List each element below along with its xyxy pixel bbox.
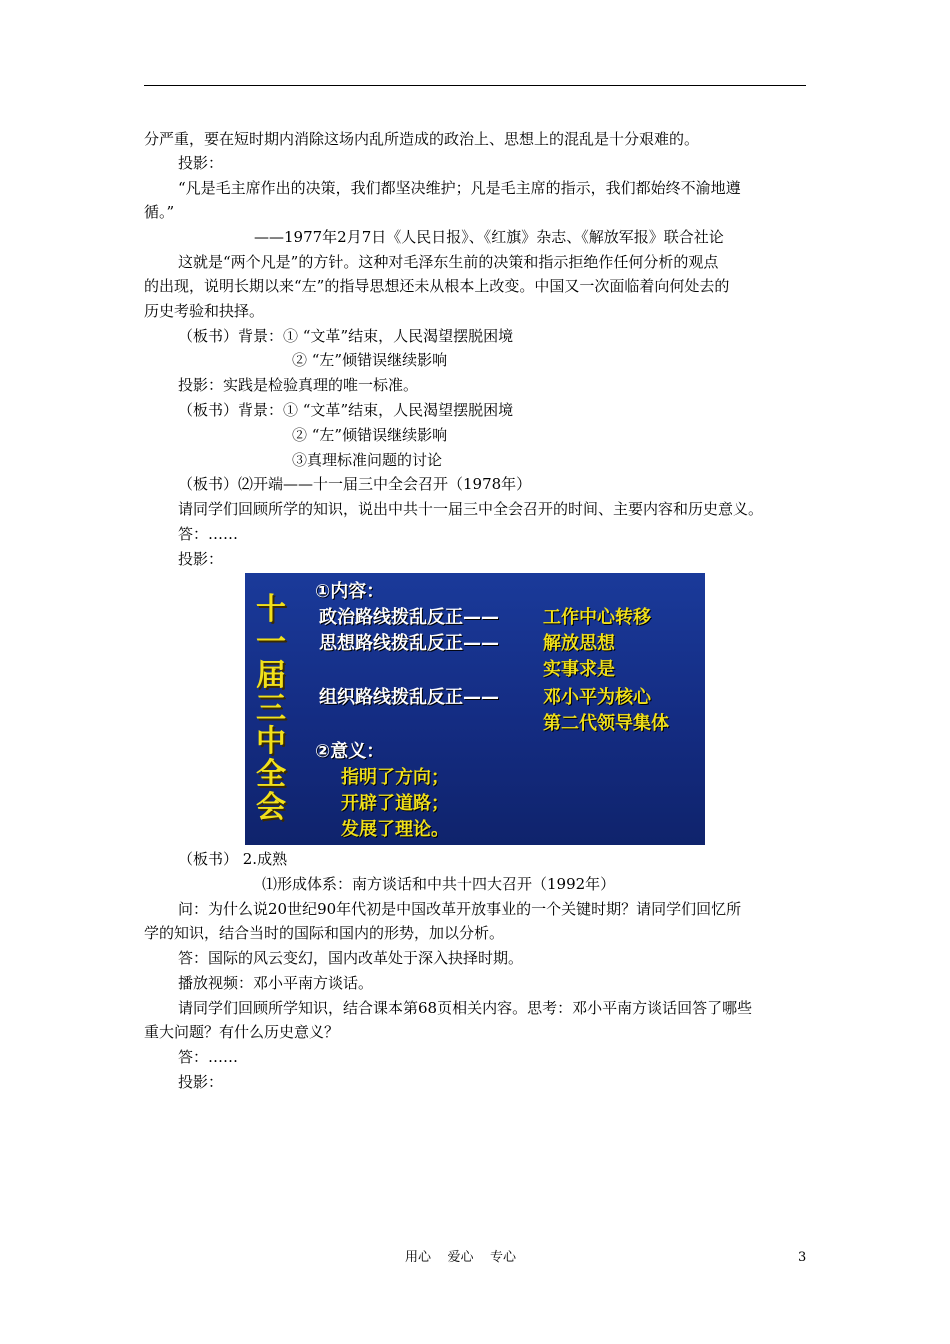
slide-vertical-title (251, 593, 291, 824)
board-note: （板书） 2.成熟 (178, 850, 288, 868)
paragraph-line: 投影： (178, 154, 224, 172)
slide-ideological-result: 解放思想 (543, 633, 615, 654)
board-note: ② “左”倾错误继续影响 (292, 426, 448, 444)
paragraph-line: 学的知识，结合当时的国际和国内的形势，加以分析。 (144, 924, 505, 942)
slide-political: 政治路线拨乱反正—— (319, 607, 499, 628)
paragraph-line: 请同学们回顾所学知识，结合课本第68页相关内容。思考：邓小平南方谈话回答了哪些 (178, 999, 753, 1017)
footer-motto: 用心 爱心 专心 (405, 1250, 517, 1265)
projection-slide (245, 573, 705, 845)
paragraph-line: 这就是“两个凡是”的方针。这种对毛泽东生前的决策和指示拒绝作任何分析的观点 (178, 253, 719, 271)
board-note: （板书）背景：① “文革”结束，人民渴望摆脱困境 (178, 401, 514, 419)
paragraph-line: 问：为什么说20世纪90年代初是中国改革开放事业的一个关键时期？请同学们回忆所 (178, 900, 742, 918)
slide-title-char: 会 (256, 790, 286, 825)
slide-title-char: 届 (256, 658, 286, 693)
paragraph-line: 分严重，要在短时期内消除这场内乱所造成的政治上、思想上的混乱是十分艰难的。 (144, 130, 700, 148)
paragraph-line: 请同学们回顾所学的知识，说出中共十一届三中全会召开的时间、主要内容和历史意义。 (178, 500, 764, 518)
paragraph-line: 历史考验和抉择。 (144, 302, 265, 320)
page-number: 3 (798, 1250, 807, 1265)
quote-line: 循。” (144, 203, 175, 221)
slide-title-char: 一 (256, 625, 286, 660)
paragraph-line: 的出现，说明长期以来“左”的指导思想还未从根本上改变。中国又一次面临着向何处去的 (144, 277, 730, 295)
paragraph-line: 答：…… (178, 1048, 239, 1066)
paragraph-line: 重大问题？有什么历史意义？ (144, 1023, 340, 1041)
paragraph-line: 投影：实践是检验真理的唯一标准。 (178, 376, 419, 394)
board-note: （板书）⑵开端——十一届三中全会召开（1978年） (178, 475, 532, 493)
slide-significance-item: 发展了理论。 (341, 819, 449, 840)
slide-political-result: 工作中心转移 (543, 607, 651, 628)
paragraph-line: 投影： (178, 550, 224, 568)
slide-title-char: 十 (256, 592, 286, 627)
slide-title-char: 中 (256, 724, 286, 759)
slide-organizational-result: 邓小平为核心 (543, 687, 651, 708)
slide-ideological: 思想路线拨乱反正—— (319, 633, 499, 654)
quote-source: ——1977年2月7日《人民日报》、《红旗》杂志、《解放军报》联合社论 (254, 228, 724, 246)
slide-title-char: 三 (256, 691, 286, 726)
board-note: ③真理标准问题的讨论 (292, 451, 443, 469)
slide-significance-item: 指明了方向； (341, 767, 449, 788)
paragraph-line: 投影： (178, 1073, 224, 1091)
paragraph-line: 答：国际的风云变幻，国内改革处于深入抉择时期。 (178, 949, 524, 967)
slide-ideological-result: 实事求是 (543, 659, 615, 680)
slide-content-heading: ①内容： (315, 581, 385, 602)
board-note: ⑴形成体系：南方谈话和中共十四大召开（1992年） (262, 875, 616, 893)
header-rule (144, 85, 806, 86)
slide-significance-item: 开辟了道路； (341, 793, 449, 814)
slide-title-char: 全 (256, 757, 286, 792)
slide-organizational: 组织路线拨乱反正—— (319, 687, 499, 708)
paragraph-line: 答：…… (178, 525, 239, 543)
board-note: （板书）背景：① “文革”结束，人民渴望摆脱困境 (178, 327, 514, 345)
paragraph-line: 播放视频：邓小平南方谈话。 (178, 974, 374, 992)
board-note: ② “左”倾错误继续影响 (292, 351, 448, 369)
slide-significance-heading: ②意义： (315, 741, 385, 762)
slide-organizational-result: 第二代领导集体 (543, 713, 669, 734)
quote-line: “凡是毛主席作出的决策，我们都坚决维护；凡是毛主席的指示，我们都始终不渝地遵 (178, 179, 741, 197)
